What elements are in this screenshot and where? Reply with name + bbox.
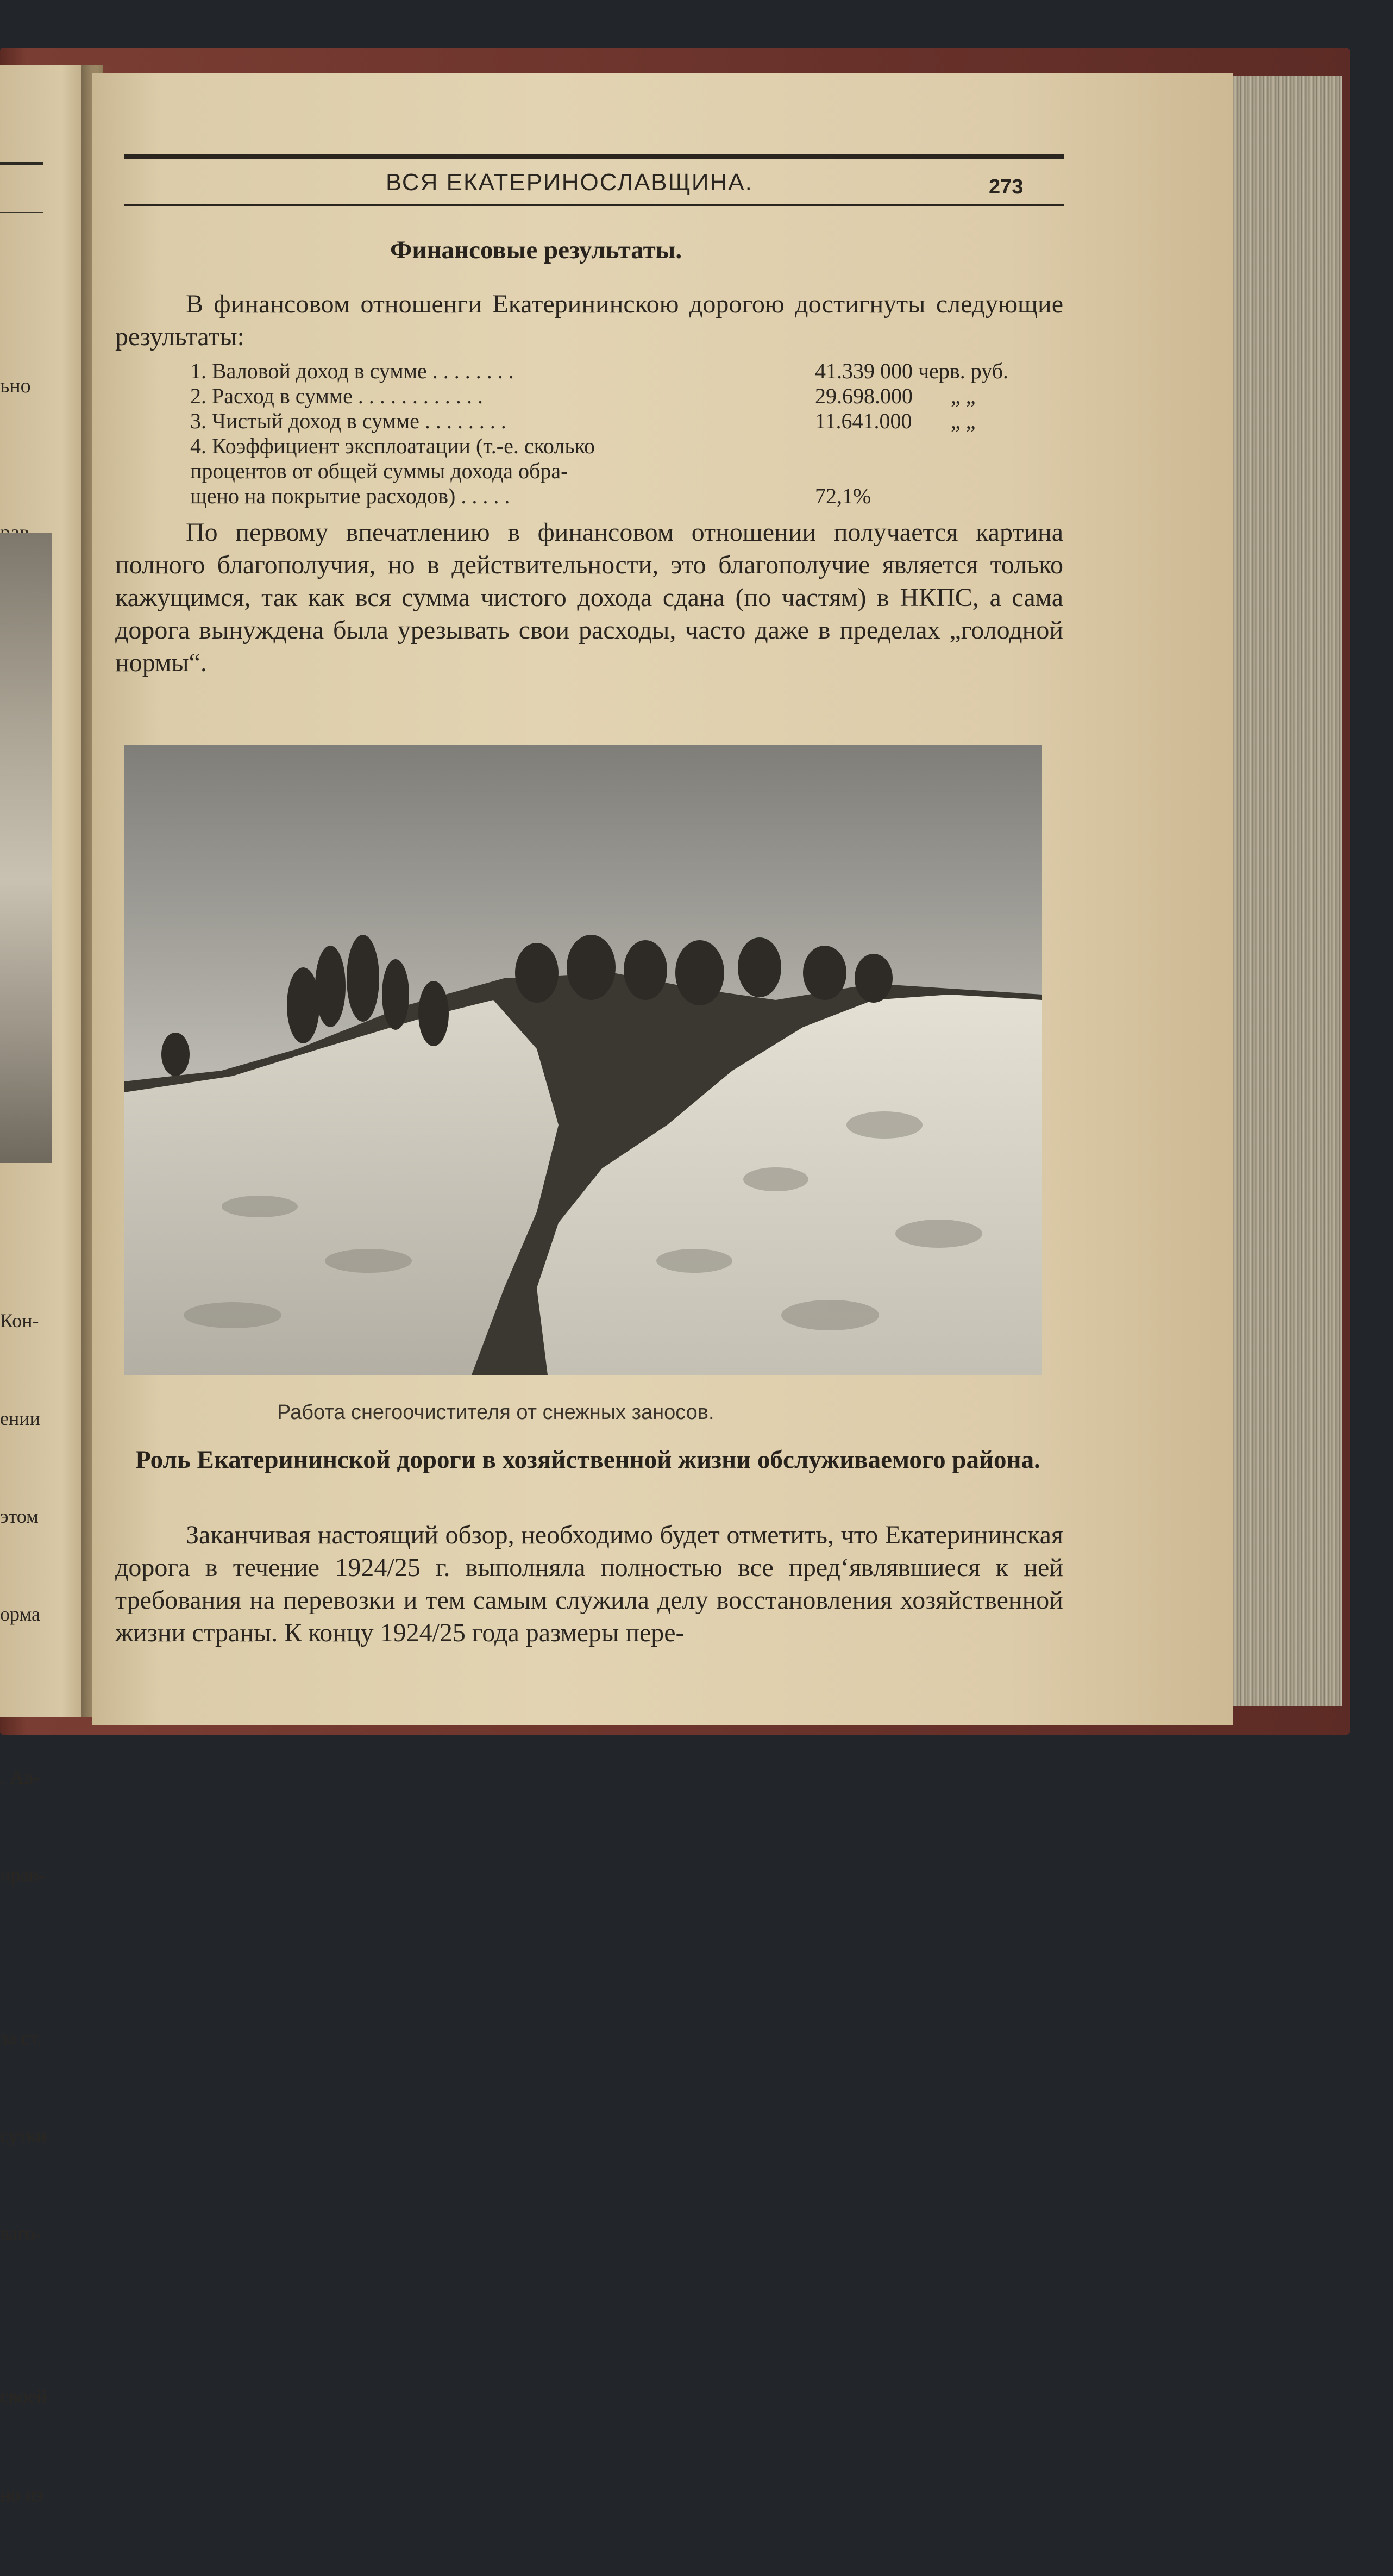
result-value: 72,1% <box>815 484 871 508</box>
main-paragraph: По первому впечатлению в финансовом отношении получается картина полного благополучия, но в действительности, это благополучие является только кажущимся, так как вся сумма чистого дохода сдана (по частям) в НКПС, а сама дорога вынуждена была урезывать свои расходы, часто даже в пределах „голодной нормы“. <box>115 518 1063 677</box>
result-unit: „ „ <box>951 384 976 408</box>
page-number: 273 <box>989 176 1024 198</box>
result-unit: „ „ <box>951 409 976 433</box>
left-fragment-line: ьно <box>0 374 31 397</box>
header-rule-bottom <box>124 204 1064 206</box>
left-fragment-line: сутки <box>0 2125 47 2147</box>
running-head: ВСЯ ЕКАТЕРИНОСЛАВЩИНА. <box>386 169 753 196</box>
result-value: 11.641.000 <box>815 409 912 433</box>
left-fragment-line: прав- <box>0 1864 45 1886</box>
list-item <box>190 409 1070 434</box>
list-item <box>190 459 1070 484</box>
result-value: 29.698.000 <box>815 384 913 408</box>
result-value: 41.339 000 <box>815 359 913 383</box>
left-page-rule <box>0 162 43 165</box>
list-item <box>190 484 1070 509</box>
page-stack-edges <box>1222 76 1342 1706</box>
result-label: щено на покрытие расходов) . . . . . <box>190 484 510 508</box>
header-rule-top <box>124 154 1064 159</box>
right-page <box>92 73 1233 1725</box>
closing-paragraph: Заканчивая настоящий обзор, необходимо будет отметить, что Екатерининская дорога в течение 1924/25 г. выполняла полностью все пред‘являвшиеся к ней требования на перевозки и тем самым служила делу восстановления хозяйственной жизни страны. К концу 1924/25 года размеры пере- <box>115 1521 1063 1647</box>
result-label: 1. Валовой доход в сумме . . . . . . . . <box>190 359 514 383</box>
result-label: 2. Расход в сумме . . . . . . . . . . . . <box>190 384 483 408</box>
left-fragment-line: орма <box>0 1603 40 1625</box>
photo-illustration <box>124 745 1042 1375</box>
left-page-fragment-bottom <box>0 1239 47 2576</box>
left-fragment-line: ении <box>0 1408 40 1429</box>
result-unit: черв. руб. <box>918 359 1009 383</box>
left-fragment-line: этом <box>0 1505 39 1527</box>
list-item <box>190 434 1070 459</box>
left-fragment-line: за ст. <box>0 2027 42 2049</box>
section2-title: Роль Екатерининской дороги в хозяйственной жизни обслуживаемого района. <box>135 1446 1040 1474</box>
result-label: процентов от общей суммы дохода обра- <box>190 459 568 483</box>
left-fragment-line: своей <box>0 2386 47 2408</box>
left-page-photo-fragment <box>0 533 52 1163</box>
result-label: 4. Коэффициент эксплоатации (т.-е. сколько <box>190 434 595 458</box>
photo-caption: Работа снегоочистителя от снежных заносов. <box>277 1401 714 1424</box>
left-fragment-line: Кон- <box>0 1310 39 1331</box>
list-item <box>190 359 1070 384</box>
left-fragment-line: ваго- <box>0 2223 42 2244</box>
snow-clearing-photo <box>124 745 1042 1375</box>
left-fragment-line: . Ав- <box>0 1766 40 1788</box>
list-item <box>190 384 1070 409</box>
left-page-rule-thin <box>0 212 43 213</box>
results-list <box>190 359 1070 509</box>
result-label: 3. Чистый доход в сумме . . . . . . . . <box>190 409 506 433</box>
intro-paragraph: В финансовом отношенги Екатерининскою дорогою достигнуты следующие результаты: <box>115 290 1063 351</box>
left-fragment-line: но из <box>0 2484 43 2505</box>
section-title: Финансовые результаты. <box>390 236 682 264</box>
